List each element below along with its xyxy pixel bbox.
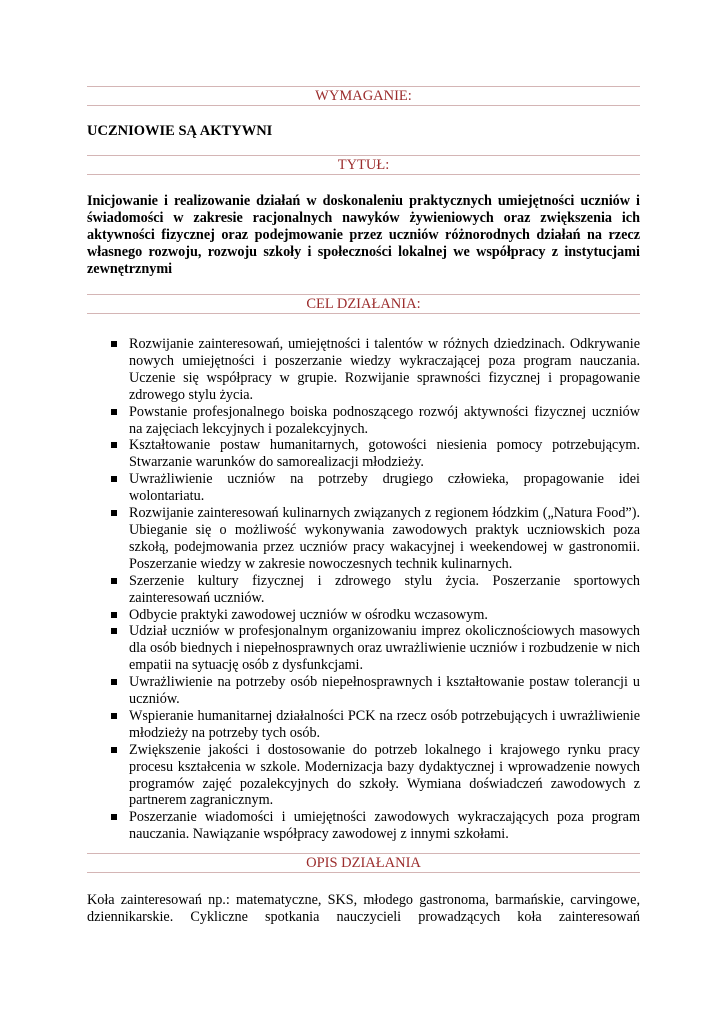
list-item <box>87 809 640 843</box>
description-label: OPIS DZIAŁANIA <box>306 855 421 871</box>
square-bullet-icon <box>111 442 117 448</box>
requirement-label: WYMAGANIE: <box>315 88 412 104</box>
goal-band <box>87 294 640 314</box>
square-bullet-icon <box>111 409 117 415</box>
list-item <box>87 742 640 810</box>
goal-text: Rozwijanie zainteresowań, umiejętności i talentów w różnych dziedzinach. Odkrywanie nowych umiejętności i poszerzanie wiedzy wykraczającej poza program nauczania. Uczenie się współpracy w grupie. Rozwijanie sprawności fizycznej i propagowanie zdrowego stylu życia. <box>129 336 640 403</box>
square-bullet-icon <box>111 476 117 482</box>
square-bullet-icon <box>111 679 117 685</box>
goal-text: Powstanie profesjonalnego boiska podnoszącego rozwój aktywności fizycznej uczniów na zajęciach lekcyjnych i pozalekcyjnych. <box>129 403 640 437</box>
square-bullet-icon <box>111 628 117 634</box>
square-bullet-icon <box>111 713 117 719</box>
goals-list <box>87 336 640 843</box>
list-item <box>87 623 640 674</box>
goal-text: Zwiększenie jakości i dostosowanie do potrzeb lokalnego i krajowego rynku pracy procesu kształcenia w szkole. Modernizacja bazy dydaktycznej i wprowadzenie nowych programów zajęć pozalekcyjnych do szkoły. Wymiana doświadczeń zawodowych z partnerem zagranicznym. <box>129 741 640 809</box>
list-item <box>87 404 640 438</box>
description-text: Koła zainteresowań np.: matematyczne, SKS, młodego gastronoma, barmańskie, carvingowe, dziennikarskie. Cykliczne spotkania nauczycieli prowadzących koła zainteresowań <box>87 892 640 925</box>
list-item <box>87 708 640 742</box>
square-bullet-icon <box>111 814 117 820</box>
goal-text: Odbycie praktyki zawodowej uczniów w ośrodku wczasowym. <box>129 606 488 623</box>
title-value: Inicjowanie i realizowanie działań w doskonaleniu praktycznych umiejętności uczniów i świadomości w zakresie racjonalnych nawyków żywieniowych oraz zwiększenia ich aktywności fizycznej oraz podejmowanie przez uczniów różnorodnych działań na rzecz własnego rozwoju, rozwoju szkoły i społeczności lokalnej we współpracy z instytucjami zewnętrznymi <box>87 193 640 277</box>
goal-text: Kształtowanie postaw humanitarnych, gotowości niesienia pomocy potrzebującym. Stwarzanie warunków do samorealizacji młodzieży. <box>129 437 640 471</box>
goal-text: Poszerzanie wiadomości i umiejętności zawodowych wykraczających poza program nauczania. Nawiązanie współpracy zawodowej z innymi szkołami. <box>129 809 640 843</box>
list-item <box>87 573 640 607</box>
requirement-band <box>87 86 640 106</box>
goal-text: Rozwijanie zainteresowań kulinarnych związanych z regionem łódzkim („Natura Food”). Ubieganie się o możliwość wykonywania zawodowych praktyk uczniowskich poza szkołą, podejmowania przez uczniów pracy wakacyjnej i weekendowej w gastronomii. Poszerzanie wiedzy w zakresie nowoczesnych technik kulinarnych. <box>129 505 640 572</box>
square-bullet-icon <box>111 510 117 516</box>
goal-label: CEL DZIAŁANIA: <box>306 296 421 312</box>
goal-text: Wspieranie humanitarnej działalności PCK na rzecz osób potrzebujących i uwrażliwienie młodzieży na potrzeby tych osób. <box>129 707 640 741</box>
square-bullet-icon <box>111 747 117 753</box>
list-item <box>87 607 640 624</box>
list-item <box>87 437 640 471</box>
list-item <box>87 674 640 708</box>
goal-text: Uwrażliwienie na potrzeby osób niepełnosprawnych i kształtowanie postaw tolerancji u uczniów. <box>129 674 640 708</box>
title-label: TYTUŁ: <box>337 157 390 173</box>
square-bullet-icon <box>111 341 117 347</box>
goal-text: Szerzenie kultury fizycznej i zdrowego stylu życia. Poszerzanie sportowych zainteresowań uczniów. <box>129 572 640 606</box>
list-item <box>87 336 640 404</box>
title-band <box>87 155 640 175</box>
requirement-value: UCZNIOWIE SĄ AKTYWNI <box>87 123 273 139</box>
list-item <box>87 471 640 505</box>
square-bullet-icon <box>111 578 117 584</box>
goal-text: Uwrażliwienie uczniów na potrzeby drugiego człowieka, propagowanie idei wolontariatu. <box>129 471 640 505</box>
description-band <box>87 853 640 873</box>
list-item <box>87 505 640 573</box>
goal-text: Udział uczniów w profesjonalnym organizowaniu imprez okolicznościowych masowych dla osób biednych i niepełnosprawnych oraz uwrażliwienie uczniów i rozbudzenie w nich empatii na sytuację osób z dysfunkcjami. <box>129 623 640 674</box>
square-bullet-icon <box>111 612 117 618</box>
